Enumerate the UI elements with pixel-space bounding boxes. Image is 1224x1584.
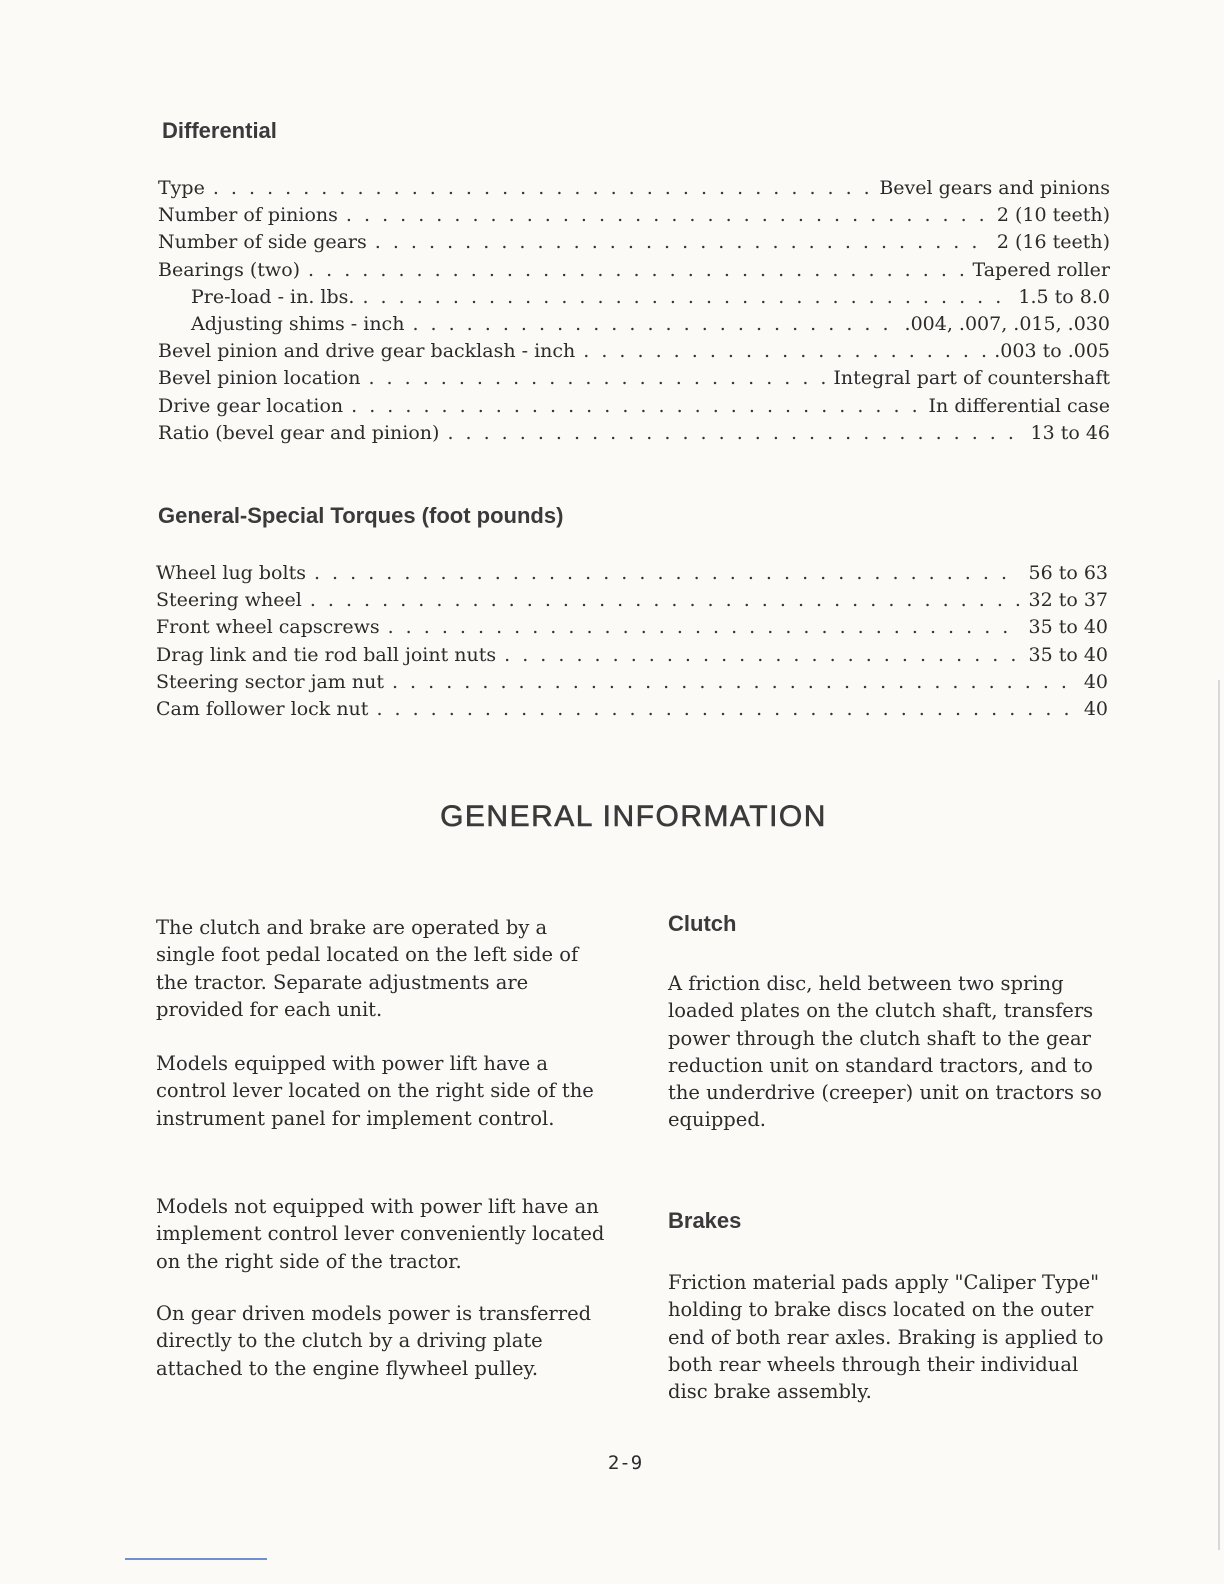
dot-leader — [213, 175, 872, 202]
paragraph: On gear driven models power is transferred directly to the clutch by a driving plate attached to the engine flywheel pulley. — [156, 1302, 592, 1380]
spec-label: Drag link and tie rod ball joint nuts — [156, 643, 497, 666]
dot-leader — [362, 284, 1010, 311]
spec-value: 13 to 46 — [1030, 421, 1110, 444]
spec-row — [156, 614, 1108, 641]
spec-value: 40 — [1083, 697, 1108, 720]
spec-label: Bevel pinion and drive gear backlash - inch — [158, 340, 576, 363]
spec-row — [158, 284, 1110, 311]
spec-row — [158, 175, 1110, 202]
spec-row — [158, 365, 1110, 392]
spec-label: Steering sector jam nut — [156, 670, 384, 693]
right-column — [668, 910, 1114, 1405]
differential-spec-list — [158, 175, 1110, 447]
spec-value: 35 to 40 — [1028, 616, 1108, 639]
spec-row — [156, 669, 1108, 696]
dot-leader — [392, 669, 1076, 696]
spec-row — [156, 642, 1108, 669]
brakes-text: Friction material pads apply "Caliper Type" holding to brake discs located on the outer end of both rear axles. Braking is applied to both rear wheels through their individual disc brake assembly. — [668, 1271, 1104, 1404]
dot-leader — [375, 229, 989, 256]
dot-leader — [388, 614, 1021, 641]
spec-row — [158, 393, 1110, 420]
spec-value: 2 (16 teeth) — [996, 231, 1110, 254]
spec-value: .003 to .005 — [994, 340, 1110, 363]
spec-label: Number of pinions — [158, 204, 338, 227]
spec-row — [158, 257, 1110, 284]
paragraph: The clutch and brake are operated by a single foot pedal located on the left side of the tractor. Separate adjustments are provided for each unit. — [156, 916, 579, 1021]
spec-value: 56 to 63 — [1028, 562, 1108, 584]
spec-label: Cam follower lock nut — [156, 697, 369, 720]
dot-leader — [310, 587, 1021, 614]
spec-label: Wheel lug bolts — [156, 562, 306, 584]
spec-value: 2 (10 teeth) — [996, 204, 1110, 227]
dot-leader — [412, 311, 896, 338]
dot-leader — [346, 202, 989, 229]
spec-value: 35 to 40 — [1028, 643, 1108, 666]
spec-value: Integral part of countershaft — [833, 367, 1110, 390]
dot-leader — [447, 420, 1022, 447]
spec-row — [156, 696, 1108, 723]
page-number: 2-9 — [607, 1452, 643, 1474]
spec-value: 32 to 37 — [1028, 589, 1108, 612]
spec-label: Steering wheel — [156, 589, 302, 612]
spec-row — [158, 229, 1110, 256]
torques-spec-list — [156, 560, 1108, 723]
spec-row — [158, 338, 1110, 365]
spec-label: Adjusting shims - inch — [191, 312, 405, 335]
spec-value: In differential case — [928, 394, 1110, 417]
torques-heading: General-Special Torques (foot pounds) — [158, 503, 564, 528]
dot-leader — [368, 365, 825, 392]
general-information-title: GENERAL INFORMATION — [440, 800, 827, 833]
clutch-text: A friction disc, held between two spring loaded plates on the clutch shaft, transfers power through the clutch shaft to the gear reduction unit on standard tractors, and to the underdrive (creeper) unit on tractors so equipped. — [668, 972, 1102, 1132]
spec-value: 40 — [1083, 670, 1108, 693]
dot-leader — [376, 696, 1075, 723]
differential-heading: Differential — [162, 118, 277, 143]
spec-label: Front wheel capscrews — [156, 616, 380, 639]
spec-label: Drive gear location — [158, 394, 344, 417]
spec-row — [156, 587, 1108, 614]
spec-row — [158, 420, 1110, 447]
scan-edge — [1218, 680, 1220, 1550]
left-column — [156, 914, 606, 1382]
dot-leader — [583, 338, 986, 365]
dot-leader — [308, 257, 964, 284]
dot-leader — [351, 393, 920, 420]
paragraph: Models not equipped with power lift have an implement control lever conveniently located on the right side of the tractor. — [156, 1195, 605, 1273]
spec-label: Ratio (bevel gear and pinion) — [158, 421, 440, 444]
paragraph: Models equipped with power lift have a control lever located on the right side of the instrument panel for implement control. — [156, 1052, 594, 1130]
spec-value: 1.5 to 8.0 — [1018, 285, 1110, 308]
spec-label: Number of side gears — [158, 231, 367, 254]
spec-row — [156, 560, 1108, 587]
dot-leader — [504, 642, 1020, 669]
spec-row — [158, 202, 1110, 229]
dot-leader — [314, 560, 1021, 587]
scan-rule — [125, 1558, 267, 1560]
spec-value: Tapered roller — [972, 258, 1110, 281]
spec-label: Pre-load - in. lbs. — [191, 285, 355, 308]
spec-label: Bearings (two) — [158, 258, 301, 281]
spec-label: Type — [158, 177, 205, 199]
spec-label: Bevel pinion location — [158, 367, 361, 390]
spec-row — [158, 311, 1110, 338]
spec-value: .004, .007, .015, .030 — [904, 312, 1110, 335]
clutch-heading: Clutch — [668, 911, 737, 936]
spec-value: Bevel gears and pinions — [879, 177, 1110, 199]
brakes-heading: Brakes — [668, 1208, 742, 1233]
